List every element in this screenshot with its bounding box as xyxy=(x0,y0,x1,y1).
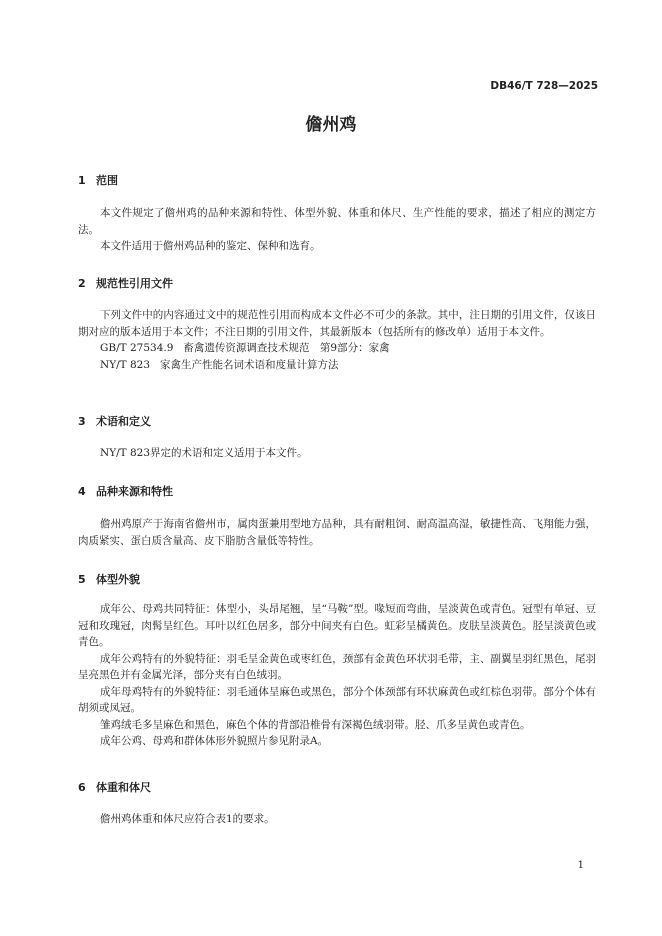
section-number: 4 xyxy=(78,485,86,498)
reference-code: GB/T 27534.9 xyxy=(100,342,174,354)
reference-name: 家禽生产性能名词术语和度量计算方法 xyxy=(160,358,339,371)
page-number: 1 xyxy=(577,860,584,871)
reference-item xyxy=(78,357,596,374)
section-5-heading xyxy=(78,571,140,587)
section-title: 规范性引用文件 xyxy=(96,277,173,290)
section-title: 体重和体尺 xyxy=(96,781,151,794)
section-2-heading xyxy=(78,275,173,291)
paragraph: 本文件适用于儋州鸡品种的鉴定、保种和选育。 xyxy=(100,240,321,252)
section-title: 范围 xyxy=(96,174,118,187)
paragraph: NY/T 823界定的术语和定义适用于本文件。 xyxy=(100,447,308,459)
reference-name: 畜禽遗传资源调查技术规范 第9部分：家禽 xyxy=(183,342,390,354)
section-number: 1 xyxy=(78,174,86,187)
section-3-heading xyxy=(78,413,151,429)
reference-code: NY/T 823 xyxy=(100,358,151,371)
section-number: 3 xyxy=(78,415,86,428)
section-2-body xyxy=(78,307,596,373)
paragraph: 成年公鸡、母鸡和群体体形外貌照片参见附录A。 xyxy=(100,735,329,747)
section-title: 品种来源和特性 xyxy=(96,485,173,498)
section-1-body xyxy=(78,205,596,255)
paragraph: 成年母鸡特有的外貌特征：羽毛通体呈麻色或黑色，部分个体颈部有环状麻黄色或红棕色羽带。部分个体有胡须或凤冠。 xyxy=(78,685,596,714)
section-number: 5 xyxy=(78,573,86,586)
document-title: 儋州鸡 xyxy=(305,115,357,135)
paragraph: 儋州鸡原产于海南省儋州市，属肉蛋兼用型地方品种，具有耐粗饲、耐高温高湿，敏捷性高、飞翔能力强，肉质紧实、蛋白质含量高、皮下脂肪含量低等特性。 xyxy=(78,518,596,547)
section-6-heading xyxy=(78,779,151,795)
paragraph: 成年公、母鸡共同特征：体型小，头昂尾翘，呈“马鞍”型。喙短而弯曲，呈淡黄色或青色。冠型有单冠、豆冠和玫瑰冠，肉髯呈红色。耳叶以红色居多，部分中间夹有白色。虹彩呈橘黄色。皮肤呈淡黄色。胫呈淡黄色或青色。 xyxy=(78,603,596,648)
paragraph: 本文件规定了儋州鸡的品种来源和特性、体型外貌、体重和体尺、生产性能的要求，描述了相应的测定方法。 xyxy=(78,207,596,236)
paragraph: 成年公鸡特有的外貌特征：羽毛呈金黄色或枣红色，颈部有金黄色环状羽毛带，主、副翼呈羽红黑色，尾羽呈亮黑色并有金属光泽，部分夹有白色绒羽。 xyxy=(78,652,596,681)
paragraph: 雏鸡绒毛多呈麻色和黑色，麻色个体的背部沿椎骨有深褐色绒羽带。胫、爪多呈黄色或青色。 xyxy=(100,718,531,731)
paragraph: 儋州鸡体重和体尺应符合表1的要求。 xyxy=(100,813,275,825)
section-3-body xyxy=(78,445,596,462)
section-6-body xyxy=(78,811,596,828)
section-number: 2 xyxy=(78,277,86,290)
section-title: 术语和定义 xyxy=(96,415,151,428)
section-number: 6 xyxy=(78,781,86,794)
section-4-body xyxy=(78,516,596,549)
section-1-heading xyxy=(78,172,118,188)
standard-code: DB46/T 728—2025 xyxy=(490,80,598,92)
section-title: 体型外貌 xyxy=(96,573,140,586)
section-4-heading xyxy=(78,483,173,499)
paragraph: 下列文件中的内容通过文中的规范性引用而构成本文件必不可少的条款。其中，注日期的引用文件，仅该日期对应的版本适用于本文件；不注日期的引用文件，其最新版本（包括所有的修改单）适用于本文件。 xyxy=(78,309,596,338)
reference-item xyxy=(78,340,596,357)
section-5-body xyxy=(78,601,596,750)
